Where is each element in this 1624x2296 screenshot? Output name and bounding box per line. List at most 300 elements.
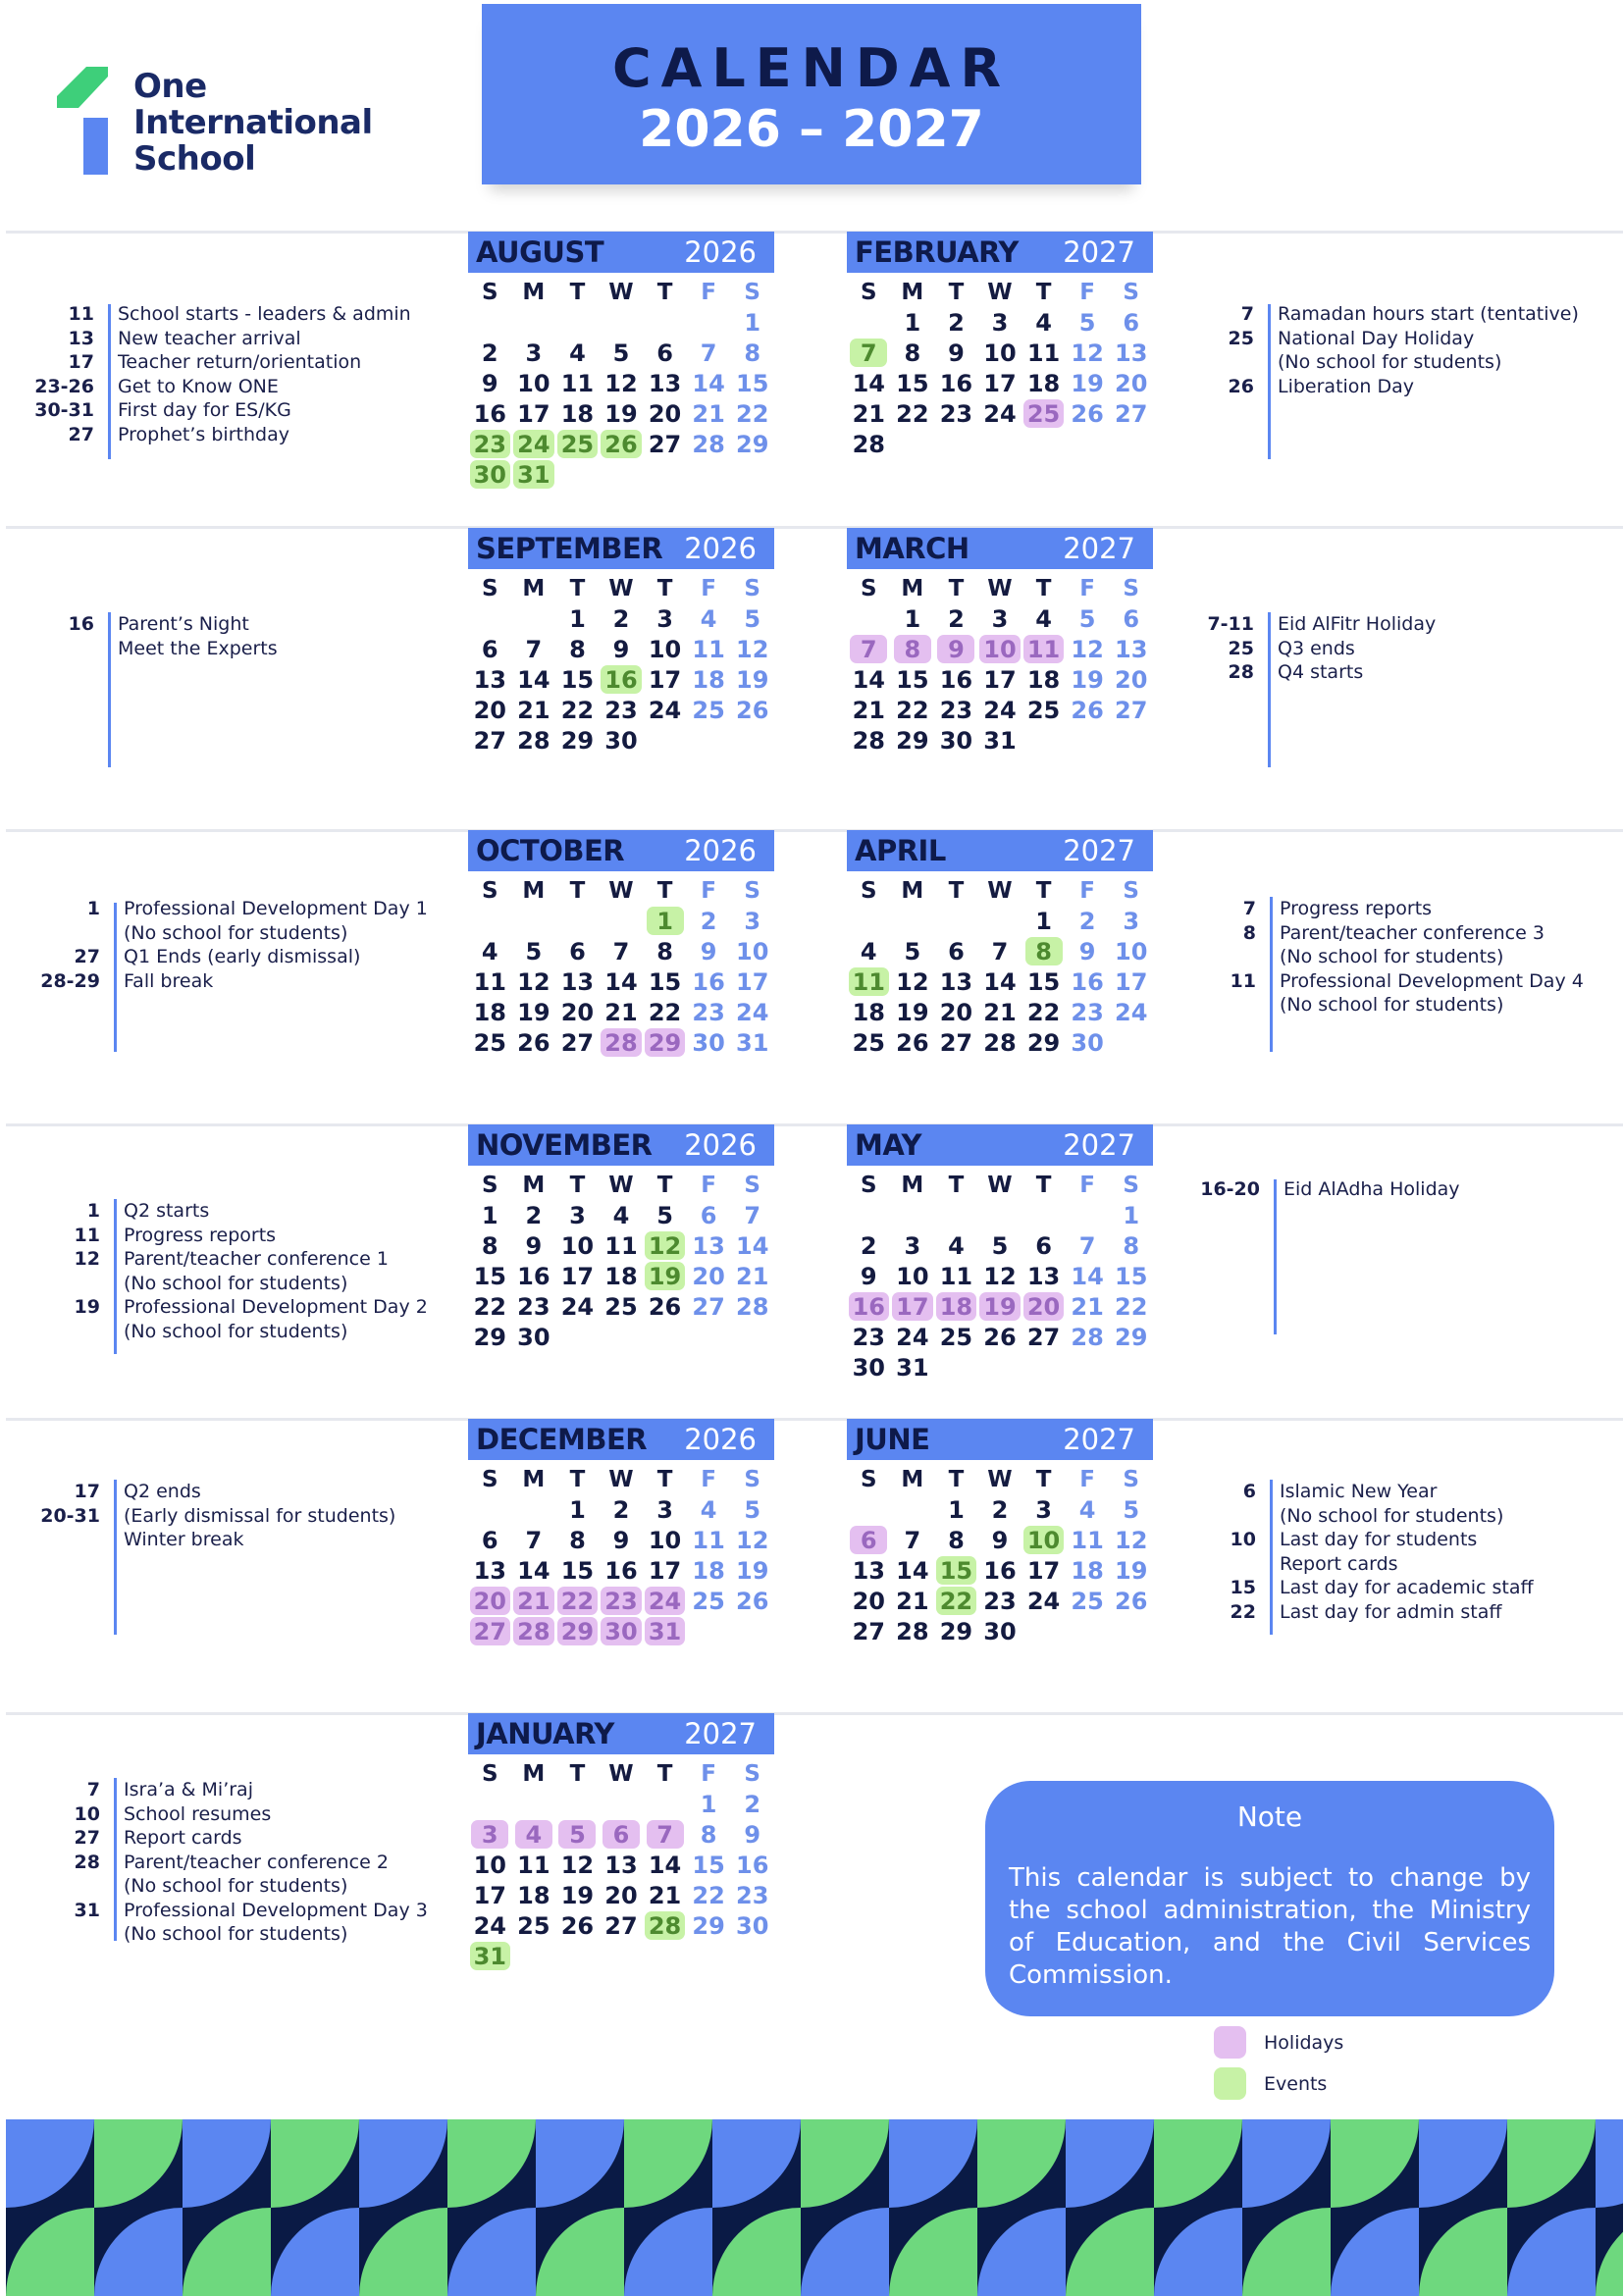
day-cell <box>512 1555 556 1586</box>
event-description: (No school for students) <box>124 1272 348 1294</box>
day-cell <box>687 1525 731 1555</box>
day-number: 21 <box>896 1587 929 1615</box>
day-cell <box>1109 1525 1153 1555</box>
day-cell <box>1066 368 1110 398</box>
event-day: 10 <box>1023 1526 1064 1554</box>
day-cell <box>1066 906 1110 936</box>
weekday-label: T <box>656 877 673 904</box>
day-number: 22 <box>473 1292 506 1321</box>
event-description: Ramadan hours start (tentative) <box>1278 303 1579 325</box>
empty-day-cell <box>934 1200 978 1230</box>
day-cell <box>512 1586 556 1616</box>
day-cell <box>512 1850 556 1880</box>
day-cell <box>468 1586 512 1616</box>
day-cell <box>1109 1261 1153 1291</box>
holiday-day: 8 <box>894 635 931 663</box>
day-cell <box>730 398 774 429</box>
day-number: 7 <box>525 635 543 663</box>
day-number: 24 <box>473 1911 506 1940</box>
day-cell <box>687 1819 731 1850</box>
day-number: 3 <box>656 1495 673 1524</box>
section-divider <box>6 1712 1623 1715</box>
empty-day-cell <box>600 906 644 936</box>
day-cell <box>730 1586 774 1616</box>
day-cell <box>643 1586 687 1616</box>
day-cell <box>555 997 600 1027</box>
day-number: 5 <box>612 339 630 367</box>
day-cell <box>643 1027 687 1058</box>
day-cell <box>1109 664 1153 695</box>
day-cell <box>468 1525 512 1555</box>
event-row <box>10 423 411 447</box>
event-row <box>1172 897 1584 921</box>
day-cell <box>643 338 687 368</box>
day-number: 23 <box>1071 998 1104 1026</box>
day-number: 13 <box>604 1851 638 1879</box>
day-cell <box>934 338 978 368</box>
weekday-label: W <box>608 575 634 601</box>
weekday-label: W <box>608 877 634 904</box>
month-year: 2027 <box>1063 1128 1135 1162</box>
day-number: 13 <box>1115 339 1148 367</box>
event-list-december <box>16 1480 395 1552</box>
day-number: 18 <box>560 399 595 428</box>
day-number: 14 <box>852 369 885 397</box>
weekday-label: S <box>1123 1172 1139 1198</box>
day-cell <box>1022 1291 1066 1322</box>
note-box <box>985 1781 1554 2016</box>
day-number: 1 <box>1123 1201 1140 1229</box>
weekday-label: W <box>987 1466 1013 1492</box>
day-cell <box>978 603 1022 634</box>
empty-day-cell <box>847 1200 891 1230</box>
day-number: 2 <box>612 1495 630 1524</box>
event-row <box>1170 660 1436 685</box>
month-day-grid <box>468 1758 774 1971</box>
day-number: 25 <box>517 1911 550 1940</box>
day-number: 16 <box>939 665 973 694</box>
day-number: 19 <box>604 399 638 428</box>
day-number: 1 <box>948 1495 965 1524</box>
day-cell <box>643 1880 687 1910</box>
day-cell <box>687 1910 731 1941</box>
day-cell <box>555 695 600 725</box>
day-number: 2 <box>481 339 498 367</box>
event-row <box>16 1224 428 1248</box>
day-number: 9 <box>700 937 717 965</box>
month-june <box>847 1419 1153 1646</box>
day-number: 21 <box>983 998 1017 1026</box>
holiday-day: 23 <box>601 1587 641 1615</box>
day-cell <box>600 1291 644 1322</box>
day-cell <box>891 338 935 368</box>
day-number: 26 <box>983 1323 1017 1351</box>
month-day-grid <box>468 1170 774 1352</box>
day-cell <box>468 459 512 490</box>
day-number: 22 <box>560 696 595 724</box>
day-cell <box>512 1200 556 1230</box>
weekday-label: F <box>1079 575 1095 601</box>
event-date: 27 <box>68 423 94 445</box>
day-cell <box>1066 1027 1110 1058</box>
event-row <box>16 1247 428 1272</box>
day-cell <box>643 429 687 459</box>
day-cell <box>1066 338 1110 368</box>
empty-day-cell <box>1022 1200 1066 1230</box>
day-number: 14 <box>692 369 725 397</box>
event-description: Last day for academic staff <box>1280 1577 1534 1598</box>
day-number: 27 <box>648 430 682 458</box>
day-cell <box>1066 1291 1110 1322</box>
empty-day-cell <box>512 307 556 338</box>
section-divider <box>6 231 1623 234</box>
day-cell <box>512 1819 556 1850</box>
event-date: 20-31 <box>40 1504 100 1527</box>
event-row <box>1172 1600 1534 1625</box>
month-name: JANUARY <box>476 1717 614 1750</box>
day-cell <box>512 936 556 966</box>
event-description: National Day Holiday <box>1278 327 1475 349</box>
weekday-label: W <box>608 279 634 305</box>
day-cell <box>1022 1027 1066 1058</box>
weekday-label: S <box>860 575 877 601</box>
event-description: Eid AlAdha Holiday <box>1283 1178 1460 1200</box>
day-cell <box>643 1230 687 1261</box>
event-row <box>16 1504 395 1529</box>
day-number: 2 <box>612 604 630 633</box>
day-cell <box>468 1322 512 1352</box>
day-cell <box>934 664 978 695</box>
day-number: 20 <box>1115 369 1148 397</box>
day-number: 15 <box>1026 967 1061 996</box>
day-number: 6 <box>1123 604 1140 633</box>
month-day-grid <box>468 1464 774 1646</box>
day-number: 9 <box>612 1526 630 1554</box>
day-number: 8 <box>904 339 921 367</box>
weekday-label: W <box>608 1760 634 1787</box>
event-day: 16 <box>601 665 641 694</box>
day-number: 5 <box>1078 604 1096 633</box>
day-number: 16 <box>473 399 506 428</box>
day-cell <box>512 398 556 429</box>
event-row <box>10 375 411 399</box>
day-cell <box>643 1910 687 1941</box>
day-number: 1 <box>904 604 921 633</box>
event-description: Get to Know ONE <box>118 375 279 397</box>
day-number: 14 <box>604 967 638 996</box>
event-description: School resumes <box>124 1802 272 1825</box>
legend-events-label: Events <box>1264 2072 1328 2095</box>
day-number: 7 <box>744 1201 761 1229</box>
day-cell <box>468 997 512 1027</box>
day-number: 4 <box>612 1201 630 1229</box>
event-description: (Early dismissal for students) <box>124 1504 396 1527</box>
day-cell <box>643 1616 687 1646</box>
day-number: 20 <box>473 696 506 724</box>
day-cell <box>555 398 600 429</box>
event-description: Teacher return/orientation <box>118 351 362 373</box>
day-number: 9 <box>991 1526 1009 1554</box>
event-description: Professional Development Day 2 <box>124 1296 428 1318</box>
day-number: 6 <box>481 1526 498 1554</box>
day-cell <box>468 1291 512 1322</box>
month-header <box>468 1713 774 1754</box>
weekday-label: M <box>901 1172 924 1198</box>
weekday-label: F <box>701 1172 716 1198</box>
day-number: 10 <box>1115 937 1148 965</box>
day-cell <box>934 1616 978 1646</box>
day-cell <box>934 1027 978 1058</box>
month-name: SEPTEMBER <box>476 532 663 565</box>
day-number: 20 <box>692 1262 725 1290</box>
event-day: 8 <box>1025 937 1063 965</box>
day-number: 9 <box>612 635 630 663</box>
day-number: 25 <box>473 1028 506 1057</box>
event-date <box>1170 350 1264 375</box>
empty-day-cell <box>847 906 891 936</box>
day-cell <box>512 1616 556 1646</box>
holiday-day: 16 <box>849 1292 889 1321</box>
day-number: 1 <box>569 1495 586 1524</box>
day-number: 20 <box>604 1881 638 1909</box>
weekday-label: S <box>1123 279 1139 305</box>
event-description: (No school for students) <box>124 1923 348 1945</box>
event-description: (No school for students) <box>1278 351 1502 373</box>
day-number: 19 <box>736 1556 769 1585</box>
day-number: 24 <box>983 399 1017 428</box>
month-september <box>468 528 774 756</box>
day-cell <box>934 634 978 664</box>
day-number: 24 <box>983 696 1017 724</box>
day-cell <box>643 936 687 966</box>
day-number: 5 <box>744 1495 761 1524</box>
day-cell <box>555 1555 600 1586</box>
event-list-june <box>1172 1480 1534 1624</box>
day-cell <box>978 1586 1022 1616</box>
event-row <box>16 1778 428 1802</box>
event-list-august <box>10 302 411 446</box>
day-number: 5 <box>1078 308 1096 337</box>
weekday-label: W <box>987 575 1013 601</box>
day-cell <box>600 725 644 756</box>
day-cell <box>1066 603 1110 634</box>
day-number: 13 <box>1115 635 1148 663</box>
month-header <box>847 1419 1153 1460</box>
day-number: 25 <box>852 1028 885 1057</box>
day-number: 11 <box>560 369 595 397</box>
day-cell <box>1022 906 1066 936</box>
day-cell <box>555 1200 600 1230</box>
event-description: Meet the Experts <box>118 637 278 659</box>
empty-day-cell <box>555 1789 600 1819</box>
day-cell <box>847 429 891 459</box>
weekday-label: S <box>744 575 760 601</box>
day-cell <box>934 307 978 338</box>
legend-holidays-label: Holidays <box>1264 2031 1344 2054</box>
day-cell <box>934 936 978 966</box>
event-description: Winter break <box>124 1529 244 1550</box>
month-august <box>468 232 774 490</box>
day-cell <box>600 1880 644 1910</box>
day-cell <box>891 603 935 634</box>
day-number: 30 <box>852 1353 885 1382</box>
event-row <box>10 302 411 327</box>
day-number: 5 <box>744 604 761 633</box>
day-cell <box>1066 1322 1110 1352</box>
day-cell <box>730 368 774 398</box>
day-number: 19 <box>1071 665 1104 694</box>
day-cell <box>687 1789 731 1819</box>
month-year: 2026 <box>684 1128 757 1162</box>
day-number: 19 <box>560 1881 595 1909</box>
event-row <box>10 350 411 375</box>
day-cell <box>847 1525 891 1555</box>
event-description: Islamic New Year <box>1280 1481 1438 1502</box>
event-date: 16 <box>68 613 94 635</box>
month-year: 2027 <box>1063 1423 1135 1456</box>
day-number: 25 <box>692 1587 725 1615</box>
event-day: 24 <box>513 430 553 458</box>
day-number: 17 <box>983 369 1017 397</box>
day-cell <box>1066 1586 1110 1616</box>
day-cell <box>555 1291 600 1322</box>
weekday-label: W <box>987 877 1013 904</box>
day-number: 21 <box>517 696 550 724</box>
holiday-day: 22 <box>557 1587 598 1615</box>
weekday-label: S <box>744 877 760 904</box>
event-date <box>16 1528 110 1552</box>
day-cell <box>600 429 644 459</box>
day-number: 1 <box>481 1201 498 1229</box>
event-row <box>10 637 278 661</box>
empty-day-cell <box>847 307 891 338</box>
event-day: 15 <box>936 1556 976 1585</box>
weekday-label: T <box>656 1466 673 1492</box>
day-number: 15 <box>473 1262 506 1290</box>
event-day: 22 <box>936 1587 976 1615</box>
event-row <box>10 612 278 637</box>
month-year: 2027 <box>684 1717 757 1750</box>
month-year: 2026 <box>684 235 757 269</box>
day-cell <box>555 1880 600 1910</box>
event-day: 25 <box>557 430 598 458</box>
day-number: 30 <box>604 726 638 755</box>
day-number: 10 <box>517 369 550 397</box>
day-cell <box>934 997 978 1027</box>
day-cell <box>643 1261 687 1291</box>
day-cell <box>730 1880 774 1910</box>
day-cell <box>1066 1555 1110 1586</box>
day-cell <box>468 695 512 725</box>
event-description: New teacher arrival <box>118 327 301 349</box>
event-row <box>16 1199 428 1224</box>
event-description: Progress reports <box>124 1224 277 1246</box>
holiday-day: 9 <box>937 635 974 663</box>
day-number: 18 <box>1026 369 1061 397</box>
weekday-label: S <box>481 1466 498 1492</box>
day-cell <box>1109 966 1153 997</box>
day-cell <box>468 1555 512 1586</box>
note-title: Note <box>1236 1800 1303 1833</box>
day-cell <box>891 1586 935 1616</box>
day-cell <box>1109 1200 1153 1230</box>
day-number: 21 <box>852 399 885 428</box>
day-cell <box>643 1291 687 1322</box>
day-cell <box>1022 603 1066 634</box>
holiday-day: 30 <box>601 1617 641 1645</box>
empty-day-cell <box>978 1200 1022 1230</box>
day-number: 26 <box>896 1028 929 1057</box>
event-date: 28 <box>1228 661 1254 683</box>
day-number: 28 <box>1071 1323 1104 1351</box>
day-cell <box>468 664 512 695</box>
day-cell <box>512 1027 556 1058</box>
day-number: 15 <box>896 665 929 694</box>
note-text: This calendar is subject to change by the school administration, the Ministry of Education, and the Civil Services Commission. <box>1009 1863 1531 1990</box>
weekday-label: S <box>860 1466 877 1492</box>
weekday-label: S <box>1123 1466 1139 1492</box>
day-cell <box>1022 307 1066 338</box>
event-description: Liberation Day <box>1278 375 1415 397</box>
day-cell <box>512 1261 556 1291</box>
day-number: 4 <box>1035 604 1052 633</box>
day-cell <box>600 695 644 725</box>
empty-day-cell <box>847 603 891 634</box>
day-cell <box>600 338 644 368</box>
day-cell <box>730 1555 774 1586</box>
event-description: Progress reports <box>1280 898 1433 919</box>
day-cell <box>1066 398 1110 429</box>
holiday-day: 24 <box>645 1587 685 1615</box>
event-date <box>16 921 110 946</box>
weekday-label: F <box>701 575 716 601</box>
day-number: 16 <box>983 1556 1017 1585</box>
weekday-label: T <box>1035 279 1052 305</box>
day-cell <box>978 338 1022 368</box>
day-cell <box>555 368 600 398</box>
day-number: 23 <box>736 1881 769 1909</box>
decorative-footer-pattern <box>6 2119 1623 2296</box>
weekday-label: W <box>987 279 1013 305</box>
day-number: 13 <box>560 967 595 996</box>
day-number: 16 <box>517 1262 550 1290</box>
day-cell <box>600 1200 644 1230</box>
day-cell <box>1066 1494 1110 1525</box>
weekday-label: F <box>1079 1172 1095 1198</box>
month-name: JUNE <box>855 1423 930 1456</box>
day-cell <box>847 1352 891 1383</box>
empty-day-cell <box>512 603 556 634</box>
month-november <box>468 1124 774 1352</box>
day-number: 22 <box>736 399 769 428</box>
event-description: Q1 Ends (early dismissal) <box>124 946 361 967</box>
holiday-day: 5 <box>558 1820 596 1849</box>
page-subtitle-years: 2026 – 2027 <box>639 100 984 159</box>
day-cell <box>978 966 1022 997</box>
event-row <box>1172 1480 1534 1504</box>
day-number: 3 <box>656 604 673 633</box>
day-cell <box>1109 906 1153 936</box>
day-number: 6 <box>481 635 498 663</box>
event-row <box>16 1295 428 1320</box>
day-cell <box>730 906 774 936</box>
day-cell <box>512 1322 556 1352</box>
event-row <box>16 1480 395 1504</box>
day-number: 24 <box>1115 998 1148 1026</box>
day-number: 5 <box>1123 1495 1140 1524</box>
day-number: 27 <box>473 726 506 755</box>
day-cell <box>847 1261 891 1291</box>
